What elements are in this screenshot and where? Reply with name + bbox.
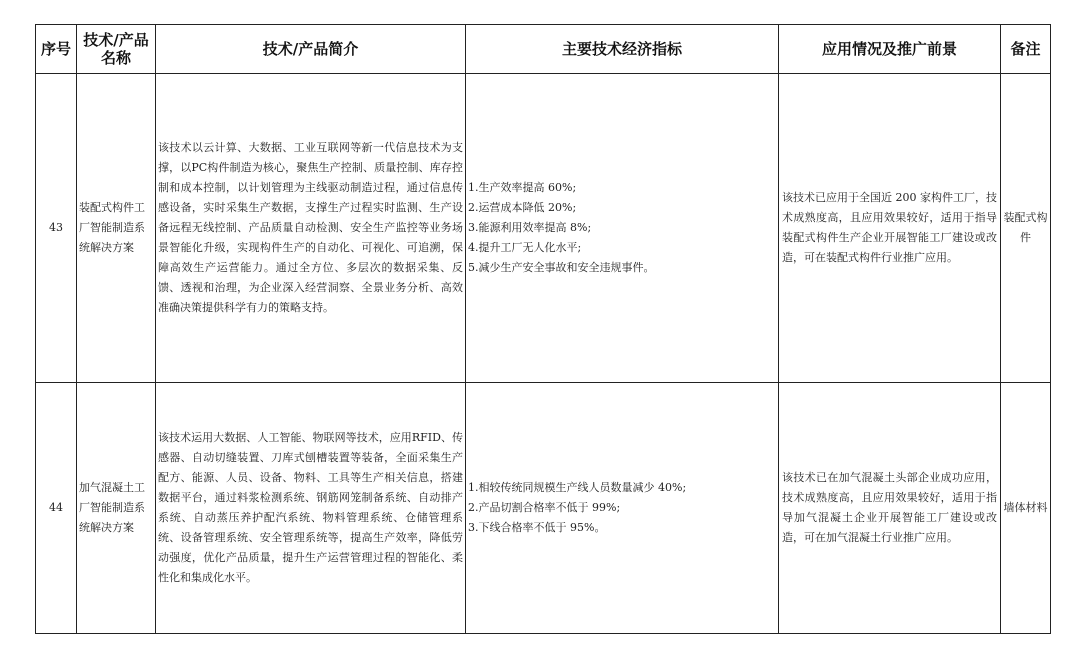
product-intro: 该技术运用大数据、人工智能、物联网等技术，应用RFID、传感器、自动切缝装置、刀库式刨槽装置等装备，全面采集生产配方、能源、人员、设备、物料、工具等生产相关信息，搭建数据平台，通过料浆检测系统、钢筋网笼制备系统、自动排产系统、自动蒸压养护配汽系统、物料管理系统、仓储管理系统、设备管理系统、安全管理系统等，提高生产效率，降低劳动强度，优化产品质量，提升生产运营管理过程的智能化、柔性化和集成化水平。 [156, 383, 466, 634]
indicator-item: 2.运营成本降低 20%; [468, 201, 577, 214]
application-prospect: 该技术已在加气混凝土头部企业成功应用，技术成熟度高，且应用效果较好，适用于指导加气混凝土企业开展智能工厂建设或改造，可在加气混凝土行业推广应用。 [779, 383, 1001, 634]
indicator-item: 1.相较传统同规模生产线人员数量减少 40%; [468, 481, 687, 494]
remark: 装配式构件 [1001, 74, 1051, 383]
indicator-item: 4.提升工厂无人化水平; [468, 241, 582, 254]
remark: 墙体材料 [1001, 383, 1051, 634]
product-intro: 该技术以云计算、大数据、工业互联网等新一代信息技术为支撑，以PC构件制造为核心，聚焦生产控制、质量控制、库存控制和成本控制，以计划管理为主线驱动制造过程，通过信息传感设备，实时采集生产数据，支撑生产过程实时监测、生产设备远程无线控制、产品质量自动检测、安全生产监控等业务场景智能化升级，实现构件生产的自动化、可视化、可追溯，保障高效生产运营能力。通过全方位、多层次的数据采集、反馈、透视和治理，为企业深入经营洞察、全景业务分析、高效准确决策提供科学有力的策略支持。 [156, 74, 466, 383]
indicator-item: 3.能源利用效率提高 8%; [468, 221, 592, 234]
indicators-list [466, 383, 779, 634]
table-row [36, 383, 1051, 634]
header-name: 技术/产品名称 [77, 25, 156, 74]
row-number: 43 [36, 74, 77, 383]
header-indicators: 主要技术经济指标 [466, 25, 779, 74]
indicator-item: 1.生产效率提高 60%; [468, 181, 577, 194]
row-number: 44 [36, 383, 77, 634]
header-row [36, 25, 1051, 74]
indicator-item: 2.产品切割合格率不低于 99%; [468, 501, 621, 514]
header-no: 序号 [36, 25, 77, 74]
header-intro: 技术/产品简介 [156, 25, 466, 74]
header-note: 备注 [1001, 25, 1051, 74]
table-row [36, 74, 1051, 383]
tech-product-table [35, 24, 1051, 634]
product-name: 加气混凝土工厂智能制造系统解决方案 [77, 383, 156, 634]
indicator-item: 3.下线合格率不低于 95%。 [468, 521, 606, 534]
product-name: 装配式构件工厂智能制造系统解决方案 [77, 74, 156, 383]
application-prospect: 该技术已应用于全国近 200 家构件工厂，技术成熟度高，且应用效果较好，适用于指导装配式构件生产企业开展智能工厂建设或改造，可在装配式构件行业推广应用。 [779, 74, 1001, 383]
indicator-item: 5.减少生产安全事故和安全违规事件。 [468, 261, 655, 274]
indicators-list [466, 74, 779, 383]
header-application: 应用情况及推广前景 [779, 25, 1001, 74]
